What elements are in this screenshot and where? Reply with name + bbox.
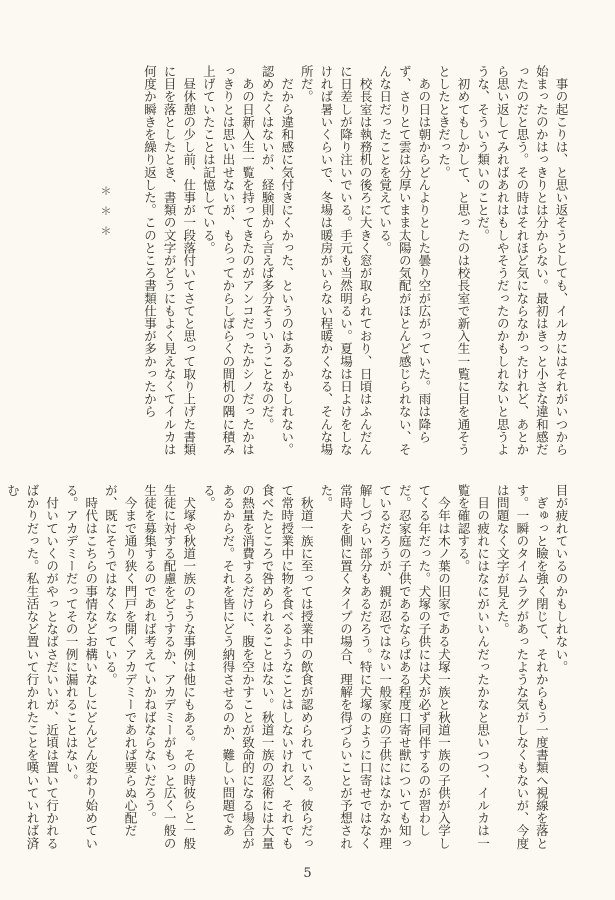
- paragraph: 時代はこちらの事情などお構いなしにどんどん変わり始めている。アカデミーだってその一例に漏れることはない。: [64, 484, 99, 850]
- paragraph: あの日新入生一覧を持ってきたのがアンコだったかシノだったかはっきりとは思い出せないが、もらってからしばらくの間机の隅に積み上げていたことは記憶している。: [201, 65, 256, 456]
- paragraph: 今まで通り狭く門戸を開くアカデミーであれば要らぬ心配だが、既にそうではなくなっている。: [103, 484, 138, 837]
- scene-break-divider: ＊＊＊: [99, 185, 112, 245]
- paragraph: 校長室は執務机の後ろに大きく窓が取られており、日頃はふんだんに日差しが降り注いでいる。手元も当然明るい。夏場は日よけをしなければ暑いくらいで、冬場は暖房がいらない程暖かくなる、そんな場所だ。: [299, 65, 374, 456]
- paragraph: 秋道一族に至っては授業中の飲食が認められている。彼らだって常時授業中に物を食べるようなことはしないけれど、それでも食べたところで咎められることはない。秋道一族の忍術には大量の熱量を消費するだけに、腹を空かすことが致命的になる場合があるからだ。それを皆にどう納得させるのか、難しい問題である。: [201, 484, 315, 850]
- page-number: 5: [303, 866, 312, 881]
- text-block-bottom: [5, 484, 571, 854]
- paragraph: 目の疲れにはなにがいいんだったかなと思いつつ、イルカは一覧を確認する。: [456, 484, 491, 850]
- paragraph: 今年は木ノ葉の旧家である犬塚一族と秋道一族の子供が入学してくる年だった。犬塚の子供には犬が必ず同伴するのが習わしだ。忍家庭の子供であるならばある程度口寄せ獣についても知っているだろうが、親が忍ではない一般家庭の子供にはなかなか理解しづらい部分もあるだろう。特に犬塚のように口寄せではなく常時犬を側に置くタイプの場合、理解を得づらいことが予想された。: [318, 484, 452, 850]
- paragraph: ぎゅっと瞼を強く閉じて、それからもう一度書類へ視線を落とす。一瞬のタイムラグがあったような気がしなくもないが、今度は問題なく文字が見えた。: [495, 484, 550, 850]
- paragraph: 昼休憩の少し前、仕事が一段落付いてさてと思って取り上げた書類に目を落としたとき、書類の文字がどうにもよく見えなくてイルカは何度か瞬きを繰り返した。このところ書類仕事が多かったから: [142, 65, 197, 456]
- paragraph: あの日は朝からどんよりとした曇り空が広がっていた。雨は降らず、さりとて雲は分厚いまま太陽の気配がほとんど感じられない、そんな日だったことを覚えている。: [377, 65, 432, 456]
- paragraph: 事の起こりは、と思い返そうとしても、イルカにはそれがいつから始まったのかはっきりとは分からない。最初はきっと小さな違和感だったのだと思う。その時はそれほど気にならなかったけれど、あとから思い返してみればあれはもしやそうだったのかもしれないと思うような、そういう類いのことだ。: [475, 65, 569, 456]
- paragraph: 付いていくのがやっとなばさだいいが、近頃は置いて行かれるばかりだった。私生活など置いて行かれたことを嘆いていれば済む: [5, 484, 60, 850]
- paragraph: 初めてもしかして、と思ったのは校長室で新入生一覧に目を通そうとしたときだった。: [436, 65, 472, 456]
- paragraph: だから違和感に気付きにくかった、というのはあるかもしれない。認めたくはないが、経験則から言えば多分そういうことなのだ。: [260, 65, 295, 456]
- paragraph: 犬塚や秋道一族のような事例は他にもある。その時彼らと一般生徒に対する配慮をどうするか、アカデミーがもっと広く一般の生徒を募集するのであれば考えていかねばならないだろう。: [142, 484, 197, 850]
- text-block-top: [106, 65, 571, 457]
- paragraph: 目が疲れているのかもしれない。: [554, 484, 569, 673]
